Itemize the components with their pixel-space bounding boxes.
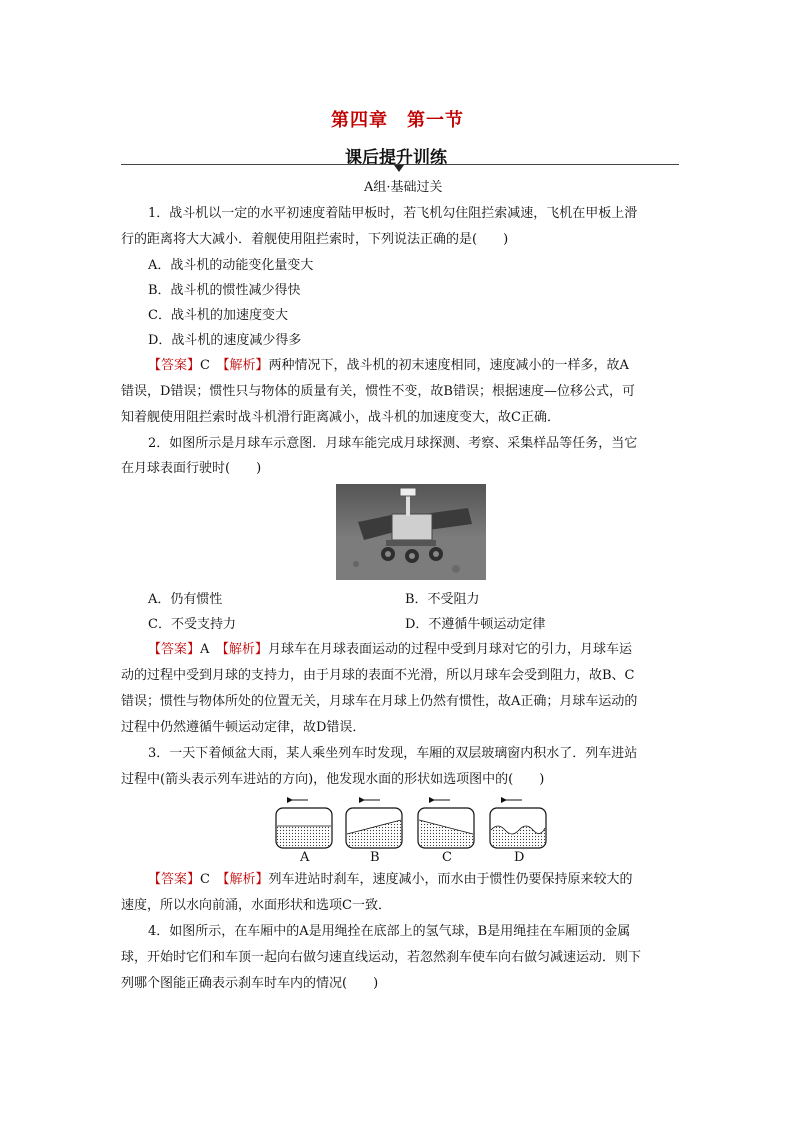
diagram-d	[490, 800, 546, 848]
divider-marker-icon	[394, 165, 404, 172]
q2-option-a: A．仍有惯性	[148, 592, 223, 607]
q2-stem-line-1: 2．如图所示是月球车示意图．月球车能完成月球探测、考察、采集样品等任务，当它	[148, 436, 638, 451]
diagram-label-b: B	[370, 850, 380, 865]
diagram-b	[346, 800, 402, 848]
q2-analysis-line-3: 错误；惯性与物体所处的位置无关，月球车在月球上仍然有惯性，故A正确；月球车运动的	[121, 694, 638, 709]
q1-option-a: A．战斗机的动能变化量变大	[148, 258, 314, 273]
answer-value: A	[200, 642, 210, 657]
q1-stem-line-2: 行的距离将大大减小．着舰使用阻拦索时，下列说法正确的是( )	[121, 232, 509, 247]
q2-analysis-line-4: 过程中仍然遵循牛顿运动定律，故D错误．	[121, 720, 366, 735]
group-heading: A组·基础过关	[364, 180, 443, 195]
q4-stem-line-1: 4．如图所示，在车厢中的A是用绳拴在底部上的氢气球，B是用绳挂在车厢顶的金属	[148, 924, 631, 939]
answer-tag: 【答案】	[148, 358, 201, 373]
analysis-text: 列车进站时刹车，速度减小，而水由于惯性仍要保持原来较大的	[268, 872, 633, 887]
answer-value: C	[200, 872, 210, 887]
lunar-rover-image	[336, 484, 486, 580]
q2-option-b: B．不受阻力	[405, 592, 480, 607]
q3-stem-line-2: 过程中(箭头表示列车进站的方向)，他发现水面的形状如选项图中的( )	[121, 772, 545, 787]
answer-tag: 【答案】	[148, 872, 201, 887]
q2-stem-line-2: 在月球表面行驶时( )	[121, 461, 262, 476]
q4-stem-line-2: 球，开始时它们和车顶一起向右做匀速直线运动，若忽然刹车使车向右做匀减速运动．则下	[121, 950, 642, 965]
answer-value: C	[200, 358, 210, 373]
analysis-tag: 【解析】	[222, 872, 269, 887]
q1-analysis-line-2: 错误，D错误；惯性只与物体的质量有关，惯性不变，故B错误；根据速度—位移公式，可	[121, 384, 635, 399]
q3-answer-line	[148, 872, 633, 888]
analysis-text: 月球车在月球表面运动的过程中受到月球对它的引力，月球车运	[267, 642, 632, 657]
diagram-label-a: A	[300, 850, 310, 865]
section-title: 课后提升训练	[345, 148, 447, 168]
q2-answer-line	[148, 642, 632, 658]
analysis-tag: 【解析】	[222, 358, 269, 373]
analysis-text: 两种情况下，战斗机的初末速度相同，速度减小的一样多，故A	[268, 358, 629, 373]
analysis-tag: 【解析】	[222, 642, 268, 657]
q1-option-d: D．战斗机的速度减少得多	[148, 333, 302, 348]
q2-option-d: D．不遵循牛顿运动定律	[405, 617, 546, 632]
q4-stem-line-3: 列哪个图能正确表示刹车时车内的情况( )	[121, 976, 379, 991]
q3-analysis-line-2: 速度，所以水向前涌，水面形状和选项C一致．	[121, 898, 391, 913]
diagram-label-d: D	[514, 850, 525, 865]
q2-analysis-line-2: 动的过程中受到月球的支持力，由于月球的表面不光滑，所以月球车会受到阻力，故B、C	[121, 668, 635, 683]
q1-analysis-line-3: 知着舰使用阻拦索时战斗机滑行距离减小，战斗机的加速度变大，故C正确．	[121, 410, 560, 425]
diagram-a	[276, 800, 332, 848]
water-shape-diagrams	[270, 790, 550, 870]
diagram-label-c: C	[442, 850, 452, 865]
q1-option-c: C．战斗机的加速度变大	[148, 308, 288, 323]
q1-option-b: B．战斗机的惯性减少得快	[148, 283, 301, 298]
chapter-title: 第四章 第一节	[331, 110, 464, 131]
q1-stem-line-1: 1．战斗机以一定的水平初速度着陆甲板时，若飞机勾住阻拦索减速，飞机在甲板上滑	[148, 206, 638, 221]
diagram-c	[418, 800, 474, 848]
q2-option-c: C．不受支持力	[148, 617, 236, 632]
q1-answer-line	[148, 358, 629, 374]
q3-stem-line-1: 3．一天下着倾盆大雨，某人乘坐列车时发现，车厢的双层玻璃窗内积水了．列车进站	[148, 746, 638, 761]
answer-tag: 【答案】	[148, 642, 201, 657]
